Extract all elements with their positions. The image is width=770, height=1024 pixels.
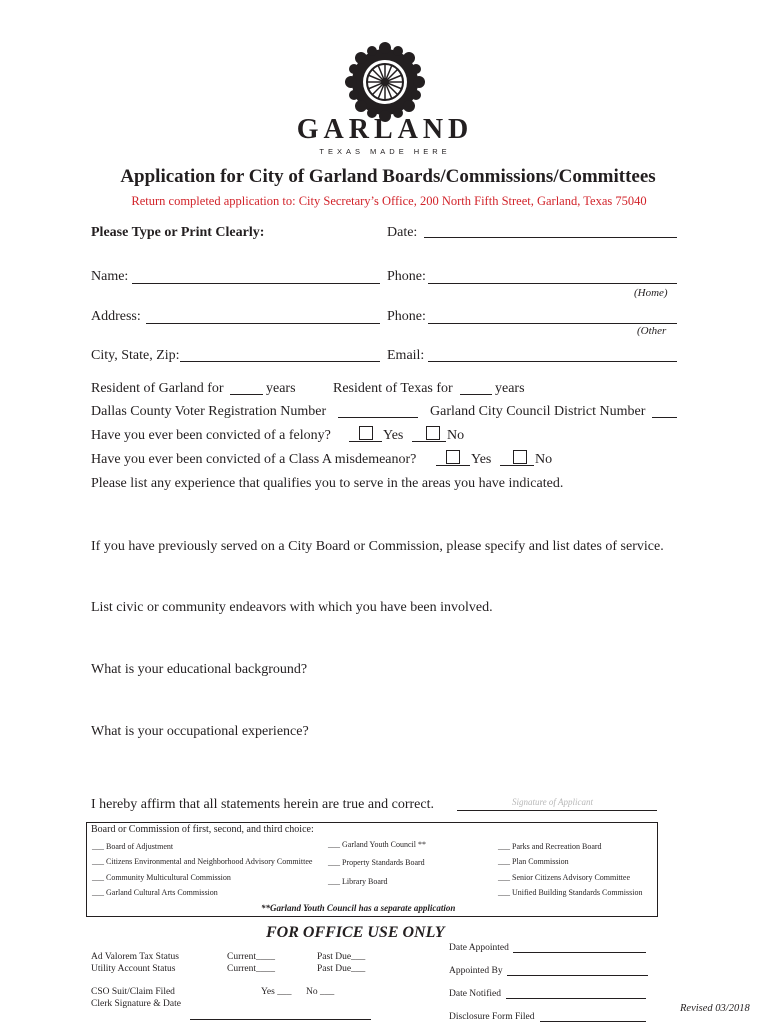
occupation-question: What is your occupational experience? [91, 724, 309, 739]
email-label: Email: [387, 348, 425, 363]
district-label: Garland City Council District Number [430, 404, 646, 419]
cso-yes-option[interactable]: Yes ___ [261, 987, 292, 997]
board-label: Senior Citizens Advisory Committee [512, 873, 630, 882]
misdemeanor-question: Have you ever been convicted of a Class A misdemeanor? [91, 452, 417, 467]
logo-name: GARLAND [296, 114, 474, 145]
ad-valorem-label: Ad Valorem Tax Status [91, 952, 179, 962]
board-option[interactable]: ___ Garland Cultural Arts Commission [92, 888, 218, 897]
misd-no-label: No [535, 452, 553, 467]
phone-label: Phone: [387, 269, 426, 284]
date-field[interactable] [424, 237, 677, 238]
youth-council-note: **Garland Youth Council has a separate application [261, 903, 456, 913]
disclosure-label: Disclosure Form Filed [449, 1012, 535, 1022]
affirm-statement: I hereby affirm that all statements herein are true and correct. [91, 797, 434, 812]
boards-heading: Board or Commission of first, second, and third choice: [91, 824, 314, 835]
board-option[interactable]: ___ Community Multicultural Commission [92, 873, 231, 882]
phone-other-label: Phone: [387, 309, 426, 324]
date-appointed-field[interactable] [513, 952, 646, 953]
disclosure-field[interactable] [540, 1021, 646, 1022]
utility-current-option[interactable]: Current____ [227, 964, 276, 974]
felony-no-line [412, 441, 446, 442]
appointed-by-field[interactable] [507, 975, 648, 976]
felony-no-label: No [447, 428, 465, 443]
date-notified-label: Date Notified [449, 989, 501, 999]
logo-tagline: TEXAS MADE HERE [319, 147, 451, 156]
utility-past-due-option[interactable]: Past Due___ [317, 964, 366, 974]
board-label: Parks and Recreation Board [512, 842, 602, 851]
past-due-label: Past Due [317, 952, 352, 962]
other-phone-field[interactable] [428, 323, 677, 324]
experience-question: Please list any experience that qualifies you to serve in the areas you have indicated. [91, 476, 564, 491]
resident-texas-years-field[interactable] [460, 394, 492, 395]
tax-current-option[interactable]: Current____ [227, 952, 276, 962]
home-phone-caption: (Home) [634, 287, 668, 299]
resident-garland-years-field[interactable] [230, 394, 263, 395]
board-option[interactable]: ___ Citizens Environmental and Neighborhood Advisory Committee [92, 857, 313, 866]
resident-garland-label: Resident of Garland for [91, 381, 224, 396]
previous-service-question: If you have previously served on a City Board or Commission, please specify and list dates of service. [91, 539, 664, 554]
other-phone-caption: (Other [637, 325, 667, 337]
return-note: Return completed application to: City Secretary’s Office, 200 North Fifth Street, Garland, Texas 75040 [131, 194, 647, 208]
email-field[interactable] [428, 361, 677, 362]
date-label: Date: [387, 225, 418, 240]
voter-registration-label: Dallas County Voter Registration Number [91, 404, 327, 419]
misd-yes-label: Yes [471, 452, 492, 467]
board-option[interactable]: ___ Library Board [328, 877, 388, 886]
civic-question: List civic or community endeavors with which you have been involved. [91, 600, 493, 615]
office-use-heading: FOR OFFICE USE ONLY [266, 924, 445, 941]
misd-no-line [500, 465, 534, 466]
resident-texas-years-label: years [495, 381, 525, 396]
name-label: Name: [91, 269, 129, 284]
board-option[interactable]: ___ Plan Commission [498, 857, 569, 866]
no-label: No [306, 987, 318, 997]
date-notified-field[interactable] [506, 998, 646, 999]
yes-label: Yes [261, 987, 275, 997]
board-label: Garland Youth Council ** [342, 840, 426, 849]
board-label: Garland Cultural Arts Commission [106, 888, 218, 897]
current-label: Current [227, 964, 257, 974]
board-label: Citizens Environmental and Neighborhood Advisory Committee [106, 857, 313, 866]
utility-label: Utility Account Status [91, 964, 176, 974]
clerk-label: Clerk Signature & Date [91, 999, 181, 1009]
board-option[interactable]: ___ Garland Youth Council ** [328, 840, 426, 849]
address-label: Address: [91, 309, 141, 324]
board-label: Community Multicultural Commission [106, 873, 231, 882]
cso-no-option[interactable]: No ___ [306, 987, 335, 997]
garland-seal-icon [343, 40, 427, 124]
revised-date: Revised 03/2018 [680, 1003, 750, 1014]
felony-yes-checkbox[interactable] [359, 426, 373, 440]
board-label: Board of Adjustment [106, 842, 174, 851]
board-option[interactable]: ___ Senior Citizens Advisory Committee [498, 873, 630, 882]
district-field[interactable] [652, 417, 677, 418]
felony-yes-line [349, 441, 382, 442]
felony-no-checkbox[interactable] [426, 426, 440, 440]
date-appointed-label: Date Appointed [449, 943, 509, 953]
education-question: What is your educational background? [91, 662, 308, 677]
board-label: Property Standards Board [342, 858, 425, 867]
board-label: Library Board [342, 877, 388, 886]
cso-label: CSO Suit/Claim Filed [91, 987, 175, 997]
city-field[interactable] [180, 361, 380, 362]
misd-yes-line [436, 465, 470, 466]
address-field[interactable] [146, 323, 380, 324]
home-phone-field[interactable] [428, 283, 677, 284]
board-option[interactable]: ___ Unified Building Standards Commission [498, 888, 643, 897]
city-label: City, State, Zip: [91, 348, 180, 363]
misd-no-checkbox[interactable] [513, 450, 527, 464]
board-option[interactable]: ___ Board of Adjustment [92, 842, 174, 851]
board-option[interactable]: ___ Parks and Recreation Board [498, 842, 602, 851]
past-due-label: Past Due [317, 964, 352, 974]
signature-caption: Signature of Applicant [512, 797, 593, 807]
please-type-label: Please Type or Print Clearly: [91, 225, 265, 240]
page-title: Application for City of Garland Boards/Commissions/Committees [120, 166, 656, 187]
resident-texas-label: Resident of Texas for [333, 381, 453, 396]
name-field[interactable] [132, 283, 380, 284]
board-option[interactable]: ___ Property Standards Board [328, 858, 425, 867]
misd-yes-checkbox[interactable] [446, 450, 460, 464]
tax-past-due-option[interactable]: Past Due___ [317, 952, 366, 962]
felony-yes-label: Yes [383, 428, 404, 443]
clerk-signature-field[interactable] [190, 1019, 371, 1020]
voter-registration-field[interactable] [338, 417, 418, 418]
garland-logo [343, 40, 427, 124]
board-label: Unified Building Standards Commission [512, 888, 643, 897]
appointed-by-label: Appointed By [449, 966, 503, 976]
board-label: Plan Commission [512, 857, 569, 866]
felony-question: Have you ever been convicted of a felony? [91, 428, 331, 443]
signature-field[interactable] [457, 810, 657, 811]
current-label: Current [227, 952, 257, 962]
resident-garland-years-label: years [266, 381, 296, 396]
